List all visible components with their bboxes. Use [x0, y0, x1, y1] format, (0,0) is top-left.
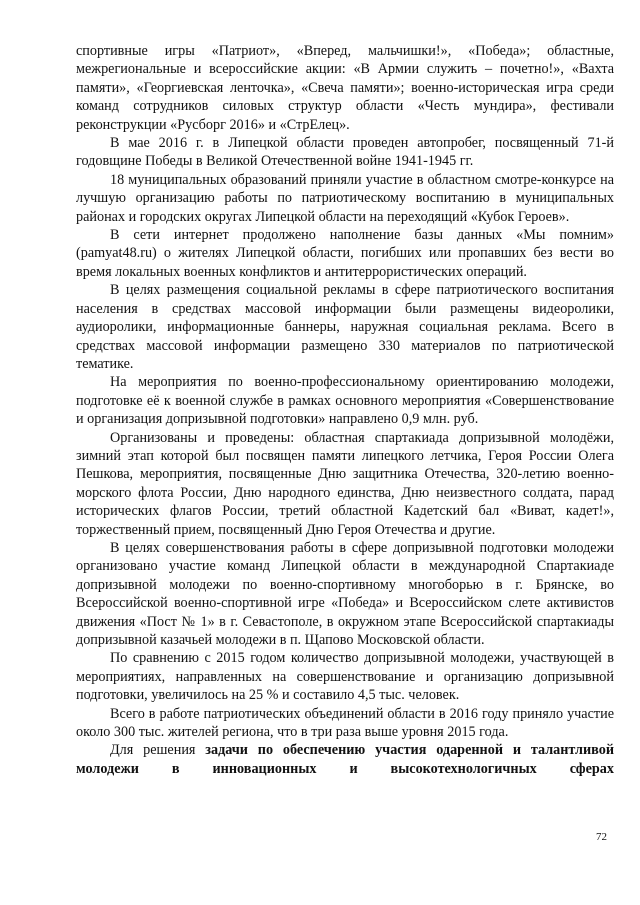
paragraph-comparison: По сравнению с 2015 годом количество допризывной молодежи, участвующей в мероприятиях, направленных на совершенствование и организацию допризывной подготовки, увеличилось на 25 % и составило 4,5 тыс. человек.	[76, 650, 614, 704]
paragraph-motor-rally: В мае 2016 г. в Липецкой области проведен автопробег, посвященный 71-й годовщине Победы в Великой Отечественной войне 1941-1945 гг.	[76, 135, 614, 170]
paragraph-participants: Всего в работе патриотических объединений области в 2016 году приняло участие около 300 тыс. жителей региона, что в три раза выше уровня 2015 года.	[76, 705, 614, 741]
paragraph-database: В сети интернет продолжено наполнение базы данных «Мы помним» (pamyat48.ru) о жителях Липецкой области, погибших или пропавших без вести во время локальных военных конфликтов и антитеррористических операций.	[76, 227, 614, 280]
paragraph-social-ads: В целях размещения социальной рекламы в сфере патриотического воспитания населения в средствах массовой информации были размещены видеоролики, аудиоролики, информационные баннеры, наружная социальная реклама. Всего в средствах массовой информации размещено 330 материалов по патриотической тематике.	[76, 282, 614, 372]
page-number: 72	[596, 831, 607, 843]
paragraph-heroes-cup: 18 муниципальных образований приняли участие в областном смотре-конкурсе на лучшую организацию работы по патриотическому воспитанию в муниципальных районах и городских округах Липецкой области на переходящий «Кубок Героев».	[76, 171, 614, 225]
paragraph-teams: В целях совершенствования работы в сфере допризывной подготовки молодежи организовано участие команд Липецкой области в международной Спартакиаде допризывной молодежи по военно-спортивному многоборью в г. Брянске, во Всероссийской военно-спортивной игре «Победа» и Всероссийском слете активистов движения «Пост № 1» в г. Севастополе, в окружном этапе Всероссийской спартакиады допризывной казачьей молодежи в п. Щапово Московской области.	[76, 539, 614, 648]
paragraph-events-list: спортивные игры «Патриот», «Вперед, мальчишки!», «Победа»; областные, межрегиональные и всероссийские акции: «В Армии служить – почетно!», «Вахта памяти», «Георгиевская ленточка», «Свеча памяти»; военно-историческая игра среди команд сотрудников силовых структур области «Честь мундира», фестивали реконструкции «Русборг 2016» и «СтрЕлец».	[76, 43, 614, 133]
paragraph-spartakiad: Организованы и проведены: областная спартакиада допризывной молодёжи, зимний этап которой был посвящен памяти липецкого летчика, Героя России Олега Пешкова, мероприятия, посвященные Дню защитника Отечества, 320-летию военно-морского флота России, Дню народного единства, Дню неизвестного солдата, парад исторических флагов России, третий областной Кадетский бал «Виват, кадет!», торжественный прием, посвященный Дню Героя Отечества и другие.	[76, 429, 614, 538]
paragraph-funding: На мероприятия по военно-профессиональному ориентированию молодежи, подготовке её к военной службе в рамках основного мероприятия «Совершенствование и организация допризывной подготовки» направлено 0,9 млн. руб.	[76, 374, 614, 428]
paragraph-task-heading	[76, 741, 614, 778]
document-page	[76, 42, 614, 778]
task-lead-text: Для решения	[110, 742, 206, 759]
task-bold-text: задачи по обеспечению участия одаренной и талантливой молодежи в инновационных и высокотехнологичных сферах	[76, 742, 614, 777]
